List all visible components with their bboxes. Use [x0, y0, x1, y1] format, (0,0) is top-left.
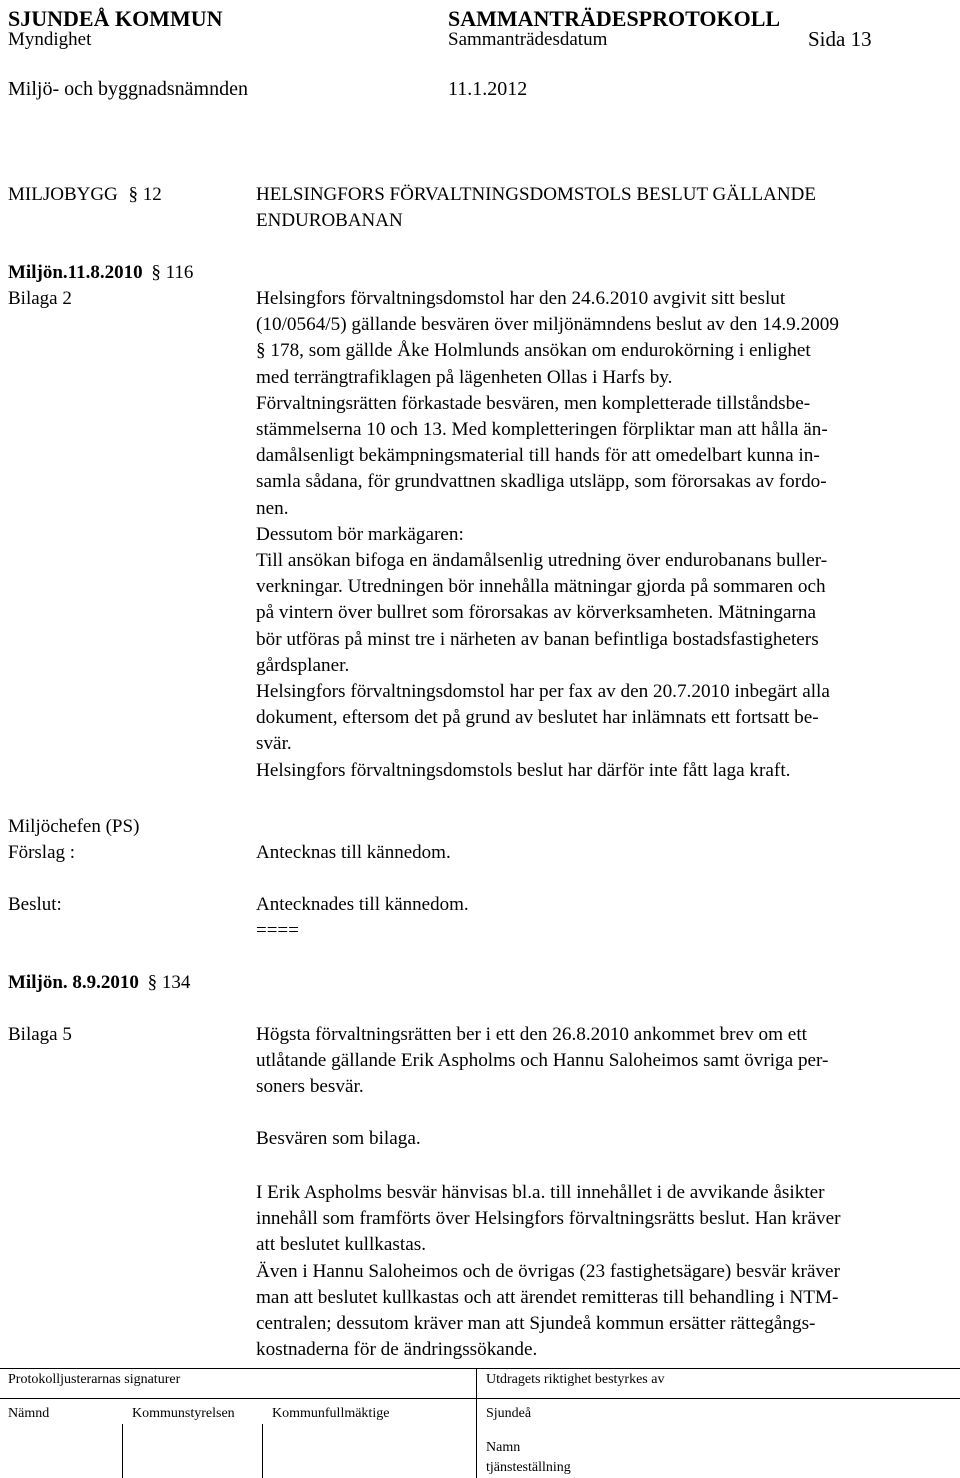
- text-line: Högsta förvaltningsrätten ber i ett den 26.8.2010 ankommet brev om ett: [256, 1024, 807, 1045]
- text-line: Till ansökan bifoga en ändamålsenlig utredning över endurobanans buller-: [256, 550, 828, 571]
- section2-para2: Besvären som bilaga.: [256, 1128, 421, 1149]
- paragraph-sign: §: [151, 262, 161, 283]
- footer-top-border: [0, 1368, 960, 1369]
- footer-kommunfullmaktige: Kommunfullmäktige: [272, 1406, 390, 1421]
- reference-number: 116: [165, 262, 194, 283]
- text-line: Helsingfors förvaltningsdomstol har den 24.6.2010 avgivit sitt beslut: [256, 288, 786, 309]
- reference-number: 134: [161, 972, 191, 993]
- reference-2: Miljön. 8.9.2010 § 134: [8, 972, 191, 993]
- text-line: innehåll som framförts över Helsingfors förvaltningsrätts beslut. Han kräver: [256, 1208, 841, 1230]
- meeting-date: 11.1.2012: [448, 78, 528, 100]
- signatures-label: Protokolljusterarnas signaturer: [8, 1372, 181, 1387]
- appendix-label: Bilaga 2: [8, 288, 72, 309]
- text-line: utlåtande gällande Erik Aspholms och Hannu Saloheimos samt övriga per-: [256, 1050, 829, 1072]
- text-line: soners besvär.: [256, 1076, 364, 1098]
- text-line: Helsingfors förvaltningsdomstol har per fax av den 20.7.2010 inbegärt alla: [256, 681, 830, 702]
- separator: ====: [256, 920, 299, 941]
- footer-title-label: tjänsteställning: [486, 1460, 571, 1475]
- document-type: SAMMANTRÄDESPROTOKOLL: [448, 6, 781, 31]
- section-number: 12: [142, 184, 162, 205]
- org-name: SJUNDEÅ KOMMUN: [8, 6, 223, 31]
- text-line: kostnaderna för de ändringssökande.: [256, 1339, 538, 1361]
- date-label: Sammanträdesdatum: [448, 29, 608, 50]
- section-title-line1: HELSINGFORS FÖRVALTNINGSDOMSTOLS BESLUT GÄLLANDE: [256, 184, 816, 205]
- proposer: Miljöchefen (PS): [8, 816, 140, 837]
- authority-name: Miljö- och byggnadsnämnden: [8, 78, 248, 100]
- text-line: bör utföras på minst tre i närheten av banan befintliga bostadsfastigheters: [256, 628, 819, 650]
- text-line: på vintern över bullret som förorsakas av körverksamheten. Mätningarna: [256, 602, 816, 624]
- footer-col-divider: [262, 1424, 263, 1478]
- text-line: Dessutom bör markägaren:: [256, 523, 464, 545]
- text-line: Helsingfors förvaltningsdomstols beslut har därför inte fått laga kraft.: [256, 759, 791, 781]
- footer-place: Sjundeå: [486, 1406, 532, 1421]
- text-line: stämmelserna 10 och 13. Med kompletteringen förpliktar man att hålla än-: [256, 419, 828, 440]
- text-line: samla sådana, för grundvattnen skadliga utsläpp, som förorsakas av fordo-: [256, 471, 827, 493]
- certified-label: Utdragets riktighet bestyrkes av: [486, 1372, 665, 1387]
- decision-label: Beslut:: [8, 894, 62, 915]
- reference: Miljön.11.8.2010 § 116: [8, 262, 194, 283]
- decision-text: Antecknades till kännedom.: [256, 894, 469, 915]
- text-line: svär.: [256, 733, 292, 755]
- text-line: gårdsplaner.: [256, 654, 350, 676]
- proposal-text: Antecknas till kännedom.: [256, 842, 451, 863]
- footer-col-divider: [122, 1424, 123, 1478]
- text-line: I Erik Aspholms besvär hänvisas bl.a. till innehållet i de avvikande åsikter: [256, 1182, 825, 1203]
- footer-divider: [476, 1368, 477, 1478]
- paragraph-sign: §: [147, 972, 158, 993]
- text-line: nen.: [256, 497, 289, 519]
- footer-name-label: Namn: [486, 1440, 521, 1455]
- text-line: med terrängtrafiklagen på lägenheten Ollas i Harfs by.: [256, 366, 673, 388]
- text-line: att beslutet kullkastas.: [256, 1234, 426, 1256]
- appendix-label-2: Bilaga 5: [8, 1024, 72, 1045]
- section-title-line2: ENDUROBANAN: [256, 210, 403, 231]
- paragraph-sign: §: [128, 184, 139, 205]
- footer-mid-border: [0, 1398, 960, 1399]
- footer-namnd: Nämnd: [8, 1406, 50, 1421]
- text-line: damålsenligt bekämpningsmaterial till hands för att omedelbart kunna in-: [256, 445, 820, 467]
- text-line: (10/0564/5) gällande besvären över miljönämndens beslut av den 14.9.2009: [256, 314, 839, 336]
- text-line: verkningar. Utredningen bör innehålla mätningar gjorda på sommaren och: [256, 576, 826, 598]
- text-line: man att beslutet kullkastas och att ärendet remitteras till behandling i NTM-: [256, 1286, 839, 1308]
- text-line: Även i Hannu Saloheimos och de övrigas (23 fastighetsägare) besvär kräver: [256, 1260, 840, 1282]
- text-line: § 178, som gällde Åke Holmlunds ansökan om endurokörning i enlighet: [256, 340, 811, 362]
- text-line: centralen; dessutom kräver man att Sjundeå kommun ersätter rättegångs-: [256, 1313, 816, 1334]
- authority-label: Myndighet: [8, 29, 92, 50]
- page-number: Sida 13: [808, 27, 872, 51]
- text-line: Förvaltningsrätten förkastade besvären, men kompletterade tillståndsbe-: [256, 392, 811, 414]
- footer-kommunstyrelsen: Kommunstyrelsen: [132, 1406, 235, 1421]
- proposal-label: Förslag :: [8, 842, 76, 863]
- text-line: dokument, eftersom det på grund av beslutet har inlämnats ett fortsatt be-: [256, 707, 819, 729]
- section-code: MILJOBYGG § 12: [8, 184, 162, 205]
